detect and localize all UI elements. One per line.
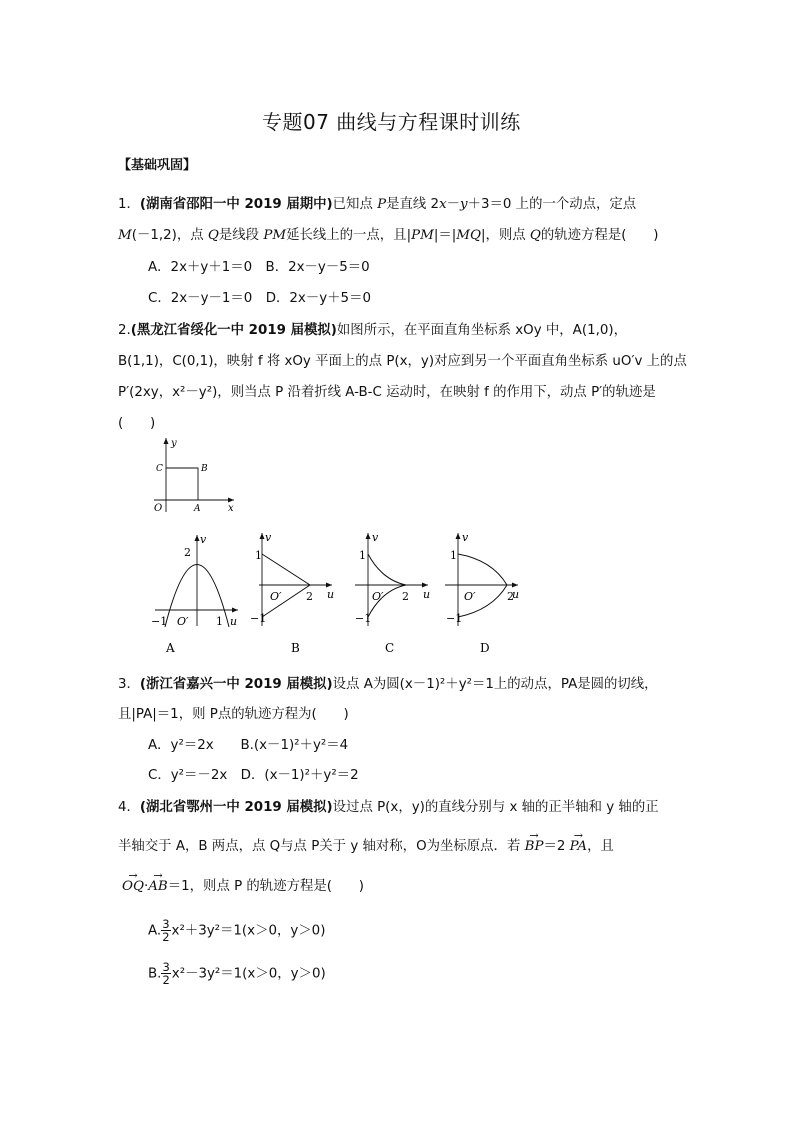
q1-text: (－1,2)，点 [131,228,208,243]
q1-text: 的轨迹方程是( ) [540,228,659,243]
q4-text: ＝2 [543,839,566,854]
q1-text: － [446,197,461,212]
q1-var: M [118,228,132,243]
b-tick-2: 2 [306,590,313,603]
c-tick-m1: −1 [355,612,372,625]
a-u-label: u [230,615,238,628]
d-tick-2: 2 [507,590,514,603]
q1-options-cd: C．2x－y－1＝0 D．2x－y＋5＝0 [148,291,371,306]
page-title: 专题07 曲线与方程课时训练 [262,110,521,134]
option-text: x²－3y²＝1(x＞0，y＞0) [171,966,326,982]
numerator: 3 [162,917,170,931]
q1-source: (湖南省邵阳一中 2019 届期中) [139,197,333,212]
q4-source: (湖北省鄂州一中 2019 届模拟) [139,800,333,815]
q4-text: ＝1，则点 P 的轨迹方程是( ) [167,879,364,894]
q2-source: (黑龙江省绥化一中 2019 届模拟) [130,323,337,338]
x-axis-label: x [228,503,234,514]
c-tick-1: 1 [359,549,366,562]
d-tick-1: 1 [450,549,457,562]
option-label: A. [148,923,162,939]
q1-text: 是线段 [218,228,264,243]
b-v-label: v [265,531,272,544]
vector-pa: → PA [570,832,587,856]
b-origin: O′ [270,590,282,603]
q1-var: P [377,197,387,212]
graph-option-a [151,533,238,655]
q3-line-1 [118,676,658,694]
q2-line-2: B(1,1)，C(0,1)，映射 f 将 xOy 平面上的点 P(x，y)对应到另一个平面直角坐标系 uO′v 上的点 [118,354,687,369]
vector-bp: → BP [525,832,544,856]
q3-options-ab: A．y²＝2x B.(x－1)²＋y²＝4 [148,738,349,753]
q4-line-1 [118,799,659,817]
point-a-label: A [194,504,201,514]
fraction [161,961,170,986]
q4-text: ，且 [587,839,614,854]
b-caption: B [291,641,300,655]
q2-line-4: ( ) [118,416,156,431]
graph-option-c [355,531,430,655]
origin-label: O [154,503,163,514]
b-u-label: u [327,588,335,601]
q1-var: PM [411,228,434,243]
q1-var: x [439,197,447,212]
c-caption: C [385,641,395,655]
b-tick-m1: −1 [250,612,267,625]
a-tick-m1: −1 [151,615,168,628]
q3-options-cd: C．y²＝－2x D．(x－1)²＋y²＝2 [148,768,359,783]
a-tick-2: 2 [184,546,191,559]
q4-number: 4． [118,800,140,815]
q1-line-2 [118,227,658,245]
option-text: x²＋3y²＝1(x＞0，y＞0) [171,923,326,939]
q1-var: y [460,197,468,212]
a-v-label: v [200,533,207,546]
q4-text: 半轴交于 A，B 两点，点 Q与点 P关于 y 轴对称，O为坐标原点．若 [118,839,521,854]
vector-ab: → AB [148,872,168,896]
denominator: 2 [162,973,170,987]
point-c-label: C [156,464,163,474]
q4-option-a [148,918,325,943]
q1-options-ab: A．2x＋y＋1＝0 B．2x－y－5＝0 [148,260,370,275]
q1-text: 是直线 2 [386,197,440,212]
y-axis-label: y [171,438,177,449]
a-origin: O′ [177,615,189,628]
q3-line-2: 且|PA|＝1，则 P点的轨迹方程为( ) [118,707,349,722]
d-tick-m1: −1 [446,612,463,625]
q2-line-3: P′(2xy，x²－y²)，则当点 P 沿着折线 A-B-C 运动时，在映射 f 的作用下，动点 P′的轨迹是 [118,385,656,400]
d-origin: O′ [464,590,476,603]
option-label: B. [148,966,162,982]
d-u-label: u [512,588,520,601]
d-v-label: v [462,531,469,544]
c-u-label: u [423,588,431,601]
q3-source: (浙江省嘉兴一中 2019 届模拟) [139,677,333,692]
dot-operator: · [143,879,149,894]
section-heading: 【基础巩固】 [118,158,197,173]
q1-text: |，则点 [480,228,530,243]
a-caption: A [166,641,175,655]
q2-text: 如图所示，在平面直角坐标系 xOy 中，A(1,0)， [336,323,627,338]
fraction [161,918,170,943]
q4-option-b [148,961,326,986]
q3-text: 设点 A为圆(x－1)²＋y²＝1上的动点，PA是圆的切线， [332,677,658,692]
b-tick-1: 1 [255,549,262,562]
q2-option-graphs [140,530,520,660]
q1-text: |＝| [433,228,457,243]
q1-var: PM [263,228,287,243]
q2-line-1 [118,322,627,340]
q1-text: 延长线上的一点，且| [286,228,412,243]
q2-number: 2. [118,323,131,338]
q4-line-2 [118,832,614,856]
q2-main-figure [140,434,240,516]
c-v-label: v [372,531,379,544]
point-b-label: B [201,464,208,474]
c-origin: O′ [372,590,384,603]
q1-var: Q [529,228,541,243]
denominator: 2 [162,930,170,944]
graph-option-b [250,531,334,655]
graph-option-d [445,531,519,655]
vector-oq: → OQ [122,872,144,896]
a-tick-1: 1 [216,615,223,628]
q1-var: Q [207,228,219,243]
q3-number: 3． [118,677,140,692]
c-tick-2: 2 [402,590,409,603]
numerator: 3 [162,960,170,974]
q4-line-3 [122,872,364,896]
q1-text: ＋3＝0 上的一个动点，定点 [467,197,637,212]
q1-line-1 [118,196,636,214]
q1-number: 1． [118,197,140,212]
q4-text: 设过点 P(x，y)的直线分别与 x 轴的正半轴和 y 轴的正 [332,800,659,815]
q1-var: MQ [456,228,481,243]
q1-text: 已知点 [332,197,378,212]
d-caption: D [480,641,490,655]
